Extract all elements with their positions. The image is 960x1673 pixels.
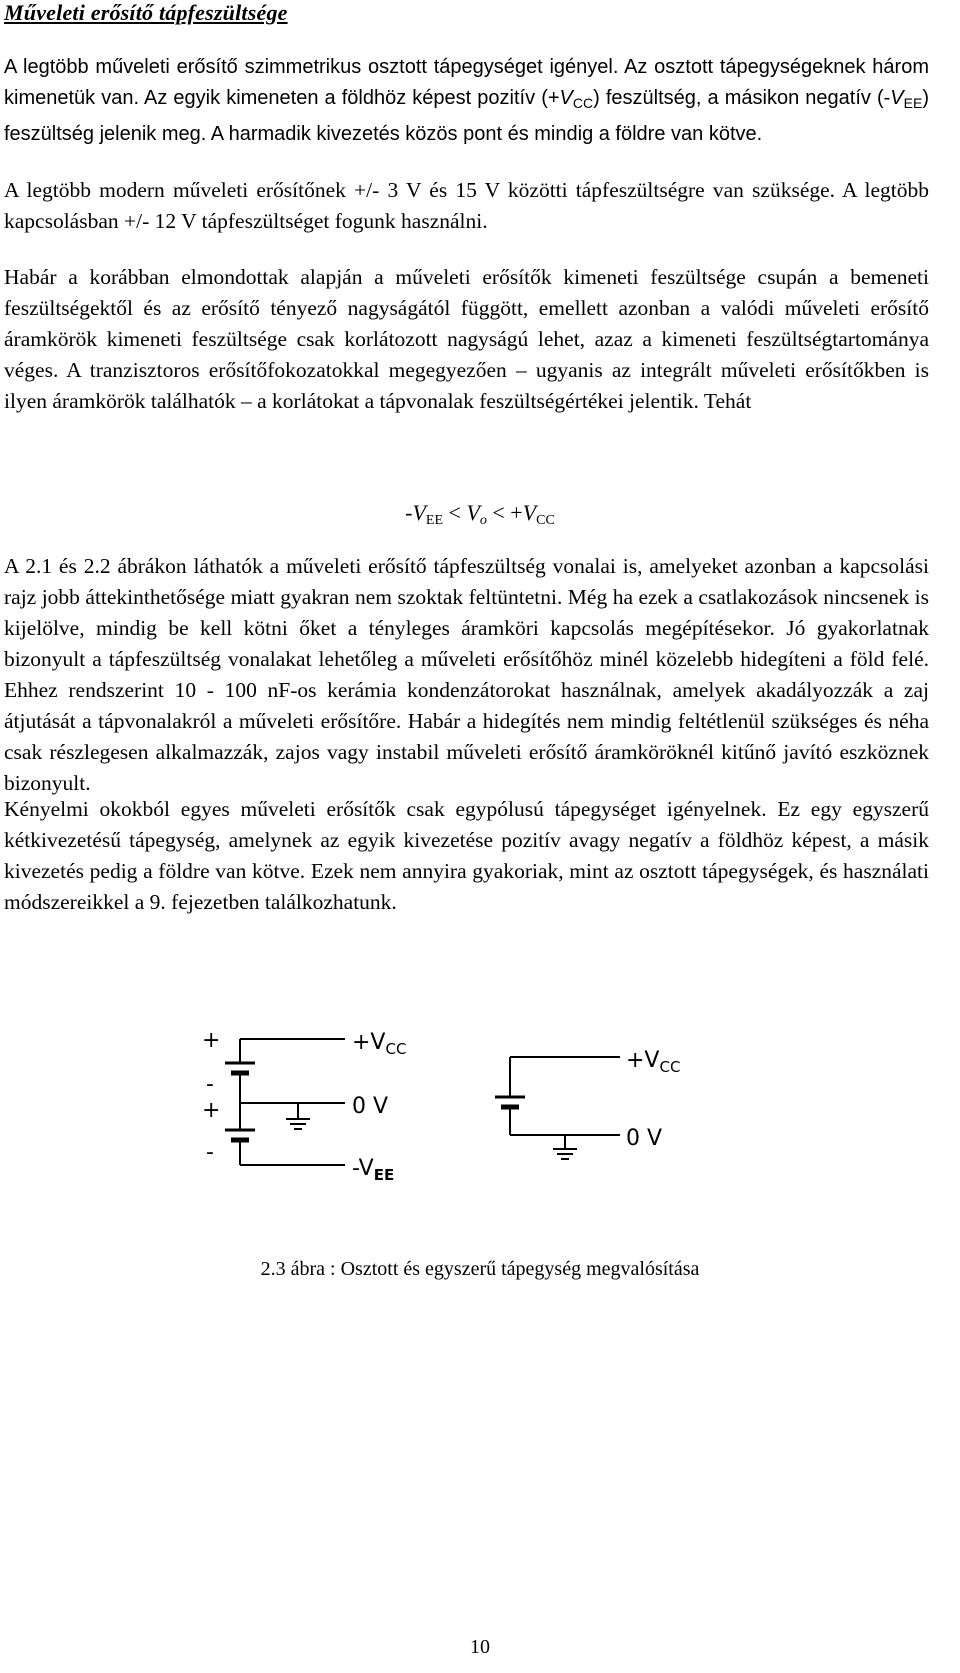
label-left-vee-sub: EE (373, 1166, 395, 1184)
label-minus1: - (206, 1072, 214, 1097)
paragraph-output-limits: Habár a korábban elmondottak alapján a műveleti erősítők kimeneti feszültsége csupán a bemeneti feszültségektől és az erősítő tényező nagyságától függött, emellett azonban a valódi műveleti erősítő áramkörök kimeneti feszültsége csak korlátozott nagyságú lehet, azaz a kimeneti feszültségtartománya véges. A tranzisztoros erősítőfokozatokkal megegyezően – ugyanis az integrált műveleti erősítőkben is ilyen áramkörök találhatók – a korlátokat a tápvonalak feszültségértékei jelentik. Tehát (4, 265, 929, 413)
subscript-cc: CC (572, 95, 594, 111)
label-minus2: - (206, 1140, 214, 1165)
text-run: ) feszültség jelenik meg. A harmadik kivezetés közös pont és mindig a földre van kötve. (4, 87, 929, 145)
label-left-vee-main: -V (352, 1156, 374, 1181)
label-plus2: + (202, 1098, 221, 1123)
label-right-zero: 0 V (626, 1126, 663, 1151)
formula-vo-sub: o (479, 513, 487, 528)
figure-caption: 2.3 ábra : Osztott és egyszerű tápegység megvalósítása (260, 1258, 700, 1280)
paragraph-split-supply (4, 52, 929, 150)
diagram-labels (202, 1028, 680, 1184)
formula-vo-symbol: V (466, 500, 480, 525)
label-right-vcc-sub: CC (659, 1058, 681, 1076)
split-supply-schematic (225, 1039, 345, 1165)
subscript-ee: EE (903, 95, 923, 111)
symbol-v: V (559, 87, 573, 109)
paragraph-decoupling: A 2.1 és 2.2 ábrákon láthatók a műveleti erősítő tápfeszültség vonalai is, amelyeket azonban a kapcsolási rajz jobb áttekinthetősége miatt gyakran nem szoktak feltüntetni. Még ha ezek a csatlakozások nincsenek is kijelölve, mindig be kell kötni őket a tényleges áramköri kapcsolás megépítésekor. Jó gyakorlatnak bizonyult a tápfeszültség vonalakat lehetőleg a műveleti erősítőhöz minél közelebb hidegíteni a föld felé. Ehhez rendszerint 10 - 100 nF-os kerámia kondenzátorokat használnak, amelyek akadályozzák a zaj átjutását a tápvonalakról a műveleti erősítőre. Habár a hidegítés nem mindig feltétlenül szükséges és néha csak részlegesen alkalmazzák, zajos vagy instabil műveleti erősítő áramköröknél kitűnő javító eszköznek bizonyult. (4, 554, 929, 795)
formula-vee-symbol: V (412, 500, 426, 525)
label-left-vcc-sub: CC (385, 1040, 407, 1058)
formula-vcc-symbol: V (522, 500, 537, 525)
label-left-vcc (352, 1030, 406, 1058)
formula-less-than-plus: < + (486, 500, 523, 525)
formula-vee-sub: EE (425, 513, 444, 528)
label-left-vcc-main: +V (352, 1030, 386, 1055)
label-right-vcc-main: +V (626, 1048, 660, 1073)
formula-less-than: < (443, 500, 467, 525)
text-run: ) feszültség, a másikon negatív (- (593, 87, 891, 109)
label-left-vee (352, 1156, 394, 1184)
label-plus1: + (202, 1028, 221, 1053)
single-supply-schematic (495, 1057, 620, 1159)
formula-output-range (0, 500, 960, 529)
paragraph-supply-range: A legtöbb modern műveleti erősítőnek +/- 3 V és 15 V közötti tápfeszültségre van szüksége. A legtöbb kapcsolásban +/- 12 V tápfeszültséget fogunk használni. (4, 178, 929, 233)
label-right-vcc (626, 1048, 680, 1076)
symbol-v: V (890, 87, 904, 109)
text-run: A legtöbb műveleti erősítő szimmetrikus osztott tápegységet igényel. Az osztott tápegységeknek három kimenetük van. Az egyik kimeneten a földhöz képest pozitív (+ (4, 56, 929, 109)
formula-vcc-sub: CC (536, 513, 555, 528)
section-title: Műveleti erősítő tápfeszültsége (4, 0, 288, 25)
power-supply-diagram (200, 1025, 720, 1250)
formula-minus: - (405, 500, 413, 525)
paragraph-single-supply: Kényelmi okokból egyes műveleti erősítők csak egypólusú tápegységet igényelnek. Ez egy egyszerű kétkivezetésű tápegység, amelynek az egyik kivezetése pozitív avagy negatív a földhöz képest, a másik kivezetés pedig a földre van kötve. Ezek nem annyira gyakoriak, mint az osztott tápegységek, és használati módszereikkel a 9. fejezetben találkozhatunk. (4, 797, 929, 914)
label-left-zero: 0 V (352, 1094, 389, 1119)
page-number: 10 (470, 1636, 490, 1658)
